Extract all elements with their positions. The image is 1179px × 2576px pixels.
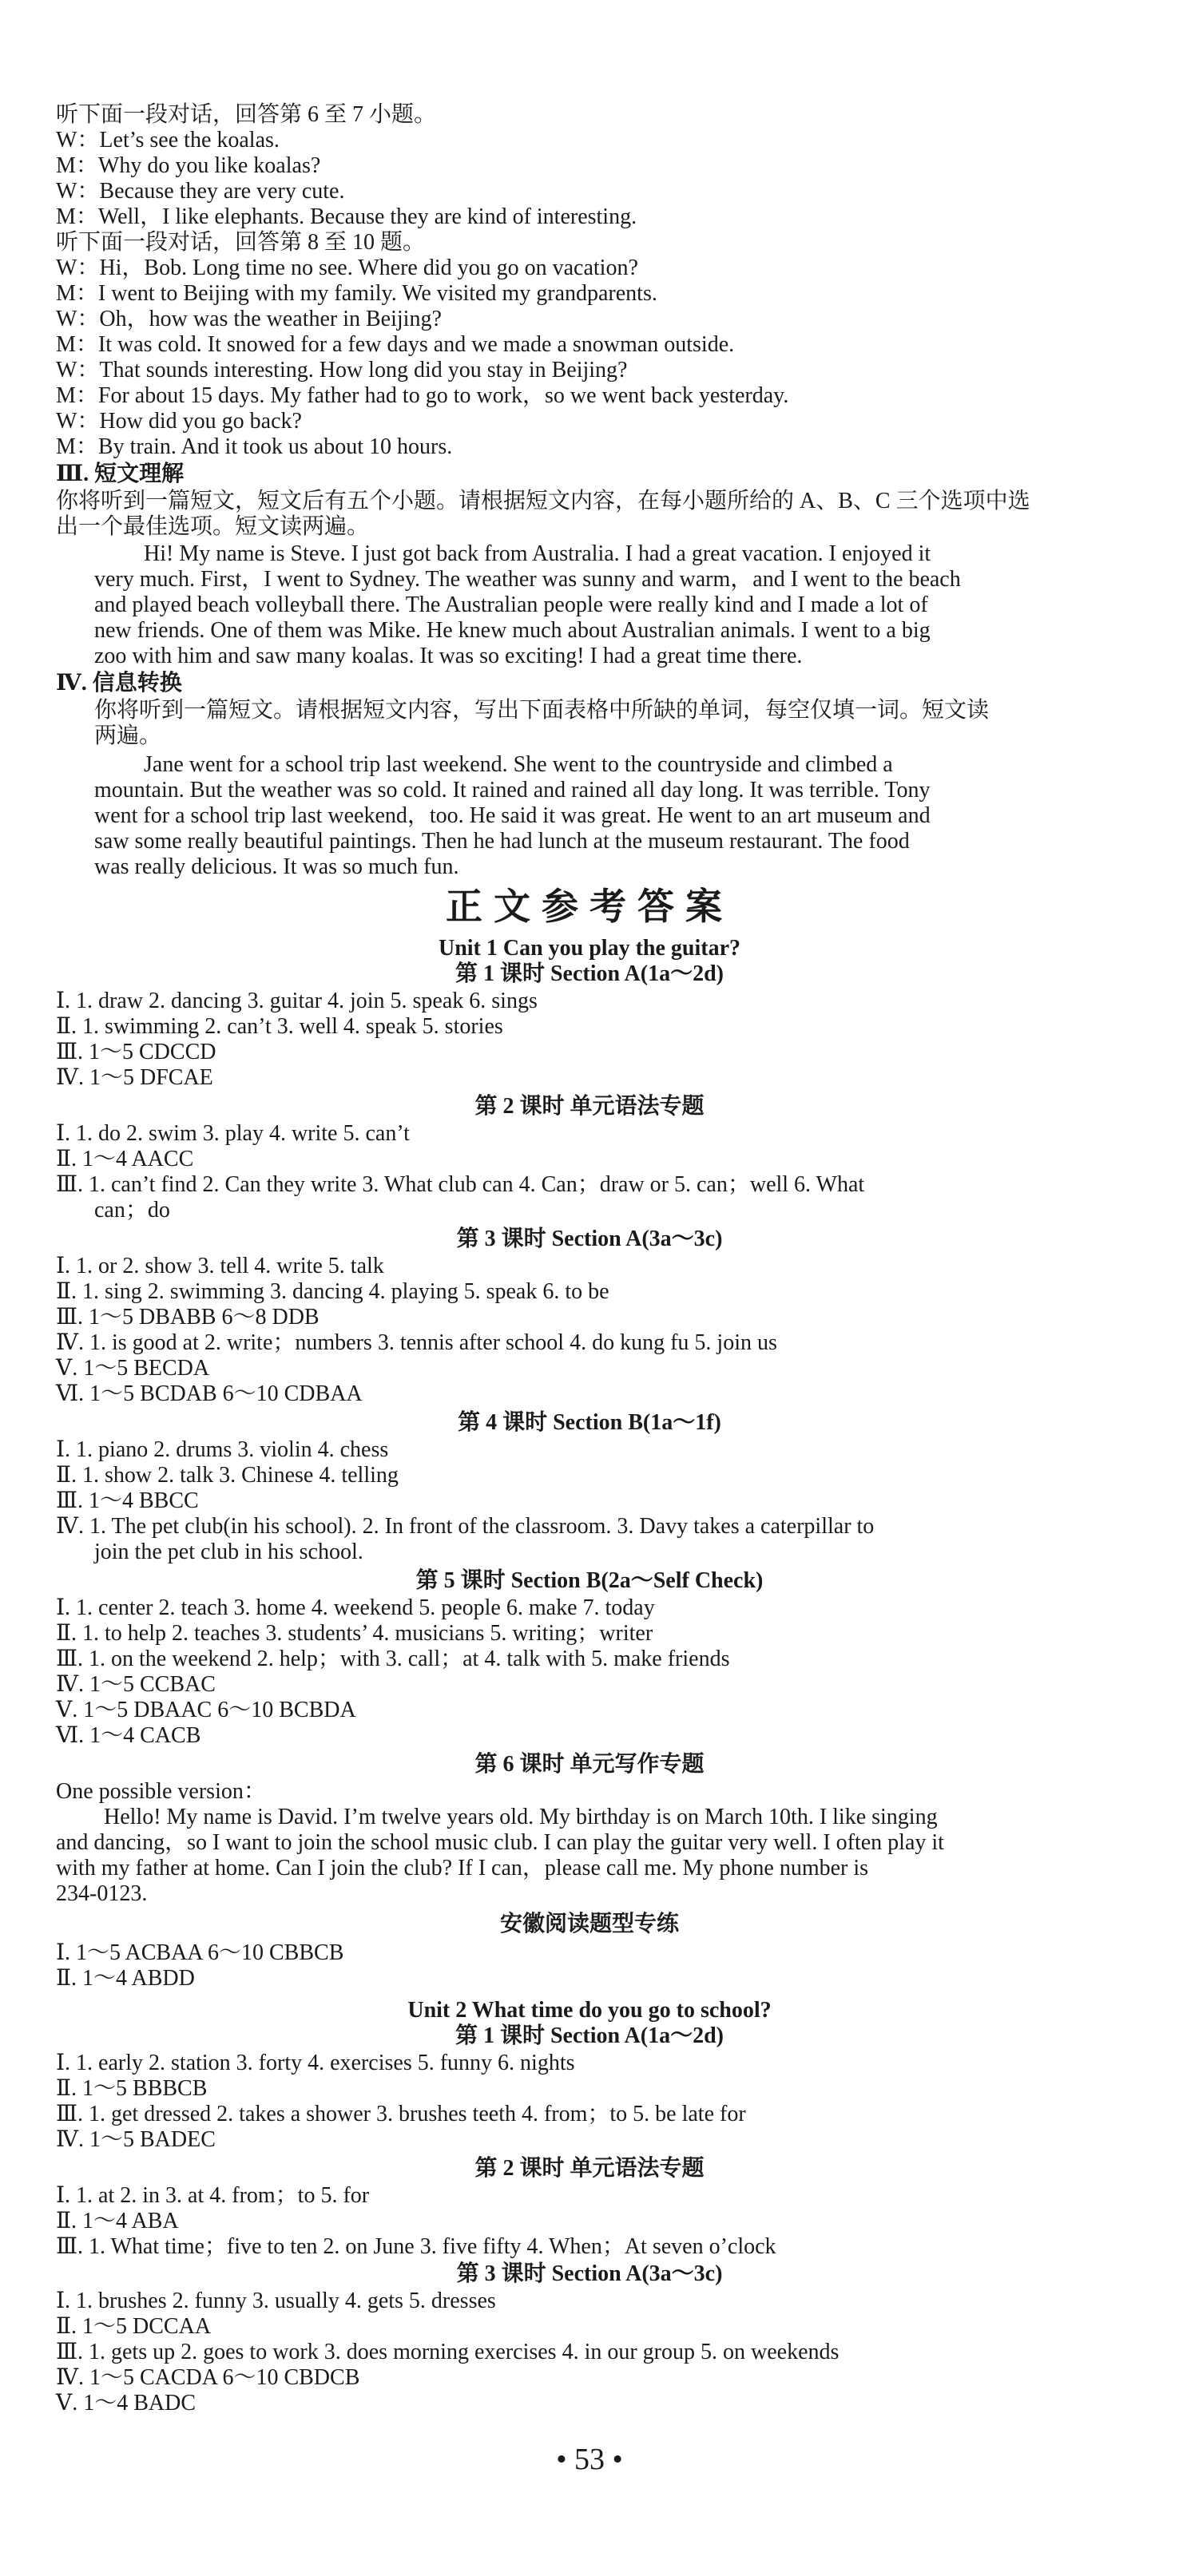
lesson-heading: 第 1 课时 Section A(1a～2d) bbox=[455, 961, 724, 986]
answers-title: 正文参考答案 bbox=[446, 886, 733, 927]
answer-line: Ⅳ. 1. The pet club(in his school). 2. In front of the classroom. 3. Davy takes a caterpillar to bbox=[56, 1514, 875, 1539]
passage-line: Jane went for a school trip last weekend. She went to the countryside and climbed a bbox=[144, 752, 893, 777]
answer-line: Ⅲ. 1～4 BBCC bbox=[56, 1488, 199, 1513]
lesson-heading: 第 4 课时 Section B(1a～1f) bbox=[458, 1410, 721, 1435]
answer-line: Ⅱ. 1. to help 2. teaches 3. students’ 4. musicians 5. writing；writer bbox=[56, 1621, 653, 1646]
passage-line: mountain. But the weather was so cold. It rained and rained all day long. It was terrible. Tony bbox=[94, 778, 931, 803]
passage-line: and played beach volleyball there. The Australian people were really kind and I made a lot of bbox=[94, 592, 928, 617]
answer-line: join the pet club in his school. bbox=[94, 1540, 363, 1564]
passage-line: went for a school trip last weekend，too. He said it was great. He went to an art museum and bbox=[94, 803, 931, 828]
answer-line: Ⅰ. 1. draw 2. dancing 3. guitar 4. join 5. speak 6. sings bbox=[56, 989, 538, 1013]
answer-line: One possible version： bbox=[56, 1779, 266, 1804]
listening-line: W：Oh，how was the weather in Beijing? bbox=[56, 307, 442, 331]
lesson-heading: 第 2 课时 单元语法专题 bbox=[474, 2156, 705, 2181]
answer-line: Ⅱ. 1～5 BBBCB bbox=[56, 2076, 208, 2101]
answer-line: Ⅵ. 1～4 CACB bbox=[56, 1723, 201, 1748]
lesson-heading: 第 2 课时 单元语法专题 bbox=[474, 1094, 705, 1119]
lesson-heading: 第 6 课时 单元写作专题 bbox=[474, 1752, 705, 1777]
answer-line: Ⅳ. 1～5 DFCAE bbox=[56, 1065, 213, 1090]
passage-line: very much. First，I went to Sydney. The weather was sunny and warm，and I went to the beach bbox=[94, 567, 961, 592]
answer-line: Ⅲ. 1. gets up 2. goes to work 3. does morning exercises 4. in our group 5. on weekends bbox=[56, 2340, 840, 2364]
lesson-heading: 第 3 课时 Section A(3a～3c) bbox=[456, 1227, 723, 1251]
passage-line: Hi! My name is Steve. I just got back from Australia. I had a great vacation. I enjoyed it bbox=[144, 541, 931, 566]
answer-line: Ⅲ. 1～5 DBABB 6～8 DDB bbox=[56, 1305, 320, 1330]
answer-line: Ⅲ. 1～5 CDCCD bbox=[56, 1040, 216, 1064]
listening-line: M：For about 15 days. My father had to go to work，so we went back yesterday. bbox=[56, 383, 789, 408]
listening-line: 听下面一段对话，回答第 8 至 10 题。 bbox=[56, 230, 426, 255]
page-number: • 53 • bbox=[556, 2443, 623, 2476]
instruction-line: 你将听到一篇短文。请根据短文内容，写出下面表格中所缺的单词，每空仅填一词。短文读 bbox=[94, 698, 990, 723]
lesson-heading: 第 5 课时 Section B(2a～Self Check) bbox=[415, 1568, 764, 1593]
answer-line: Ⅰ. 1. piano 2. drums 3. violin 4. chess bbox=[56, 1437, 389, 1462]
listening-line: M：By train. And it took us about 10 hours. bbox=[56, 434, 453, 459]
answer-line: Ⅱ. 1～4 ABDD bbox=[56, 1966, 195, 1991]
listening-line: W：Hi，Bob. Long time no see. Where did you go on vacation? bbox=[56, 256, 638, 280]
answer-line: Ⅱ. 1. show 2. talk 3. Chinese 4. telling bbox=[56, 1463, 399, 1488]
passage-line: was really delicious. It was so much fun. bbox=[94, 854, 459, 879]
answer-line: Ⅰ. 1. center 2. teach 3. home 4. weekend 5. people 6. make 7. today bbox=[56, 1595, 655, 1620]
answer-line: 234-0123. bbox=[56, 1881, 148, 1906]
lesson-heading: 安徽阅读题型专练 bbox=[499, 1912, 679, 1936]
answer-line: Ⅱ. 1. sing 2. swimming 3. dancing 4. playing 5. speak 6. to be bbox=[56, 1279, 609, 1304]
answer-line: and dancing，so I want to join the school music club. I can play the guitar very well. I often play it bbox=[56, 1830, 944, 1855]
instruction-line: 两遍。 bbox=[94, 723, 162, 748]
answer-line: Ⅲ. 1. can’t find 2. Can they write 3. What club can 4. Can；draw or 5. can；well 6. What bbox=[56, 1172, 865, 1197]
listening-line: M：It was cold. It snowed for a few days and we made a snowman outside. bbox=[56, 332, 735, 357]
answer-line: Ⅰ. 1～5 ACBAA 6～10 CBBCB bbox=[56, 1940, 344, 1965]
answer-line: Ⅱ. 1～4 AACC bbox=[56, 1147, 194, 1171]
answer-line: Ⅰ. 1. early 2. station 3. forty 4. exercises 5. funny 6. nights bbox=[56, 2051, 575, 2075]
answer-line: Ⅲ. 1. on the weekend 2. help；with 3. call；at 4. talk with 5. make friends bbox=[56, 1647, 730, 1671]
answer-line: Ⅱ. 1～4 ABA bbox=[56, 2209, 179, 2233]
unit-title: Unit 1 Can you play the guitar? bbox=[438, 936, 741, 961]
listening-line: 听下面一段对话，回答第 6 至 7 小题。 bbox=[56, 102, 437, 127]
answer-line: can；do bbox=[94, 1198, 170, 1223]
answer-line: Ⅳ. 1～5 CCBAC bbox=[56, 1672, 216, 1697]
answer-line: Ⅴ. 1～4 BADC bbox=[56, 2391, 196, 2415]
answer-line: Ⅲ. 1. get dressed 2. takes a shower 3. brushes teeth 4. from；to 5. be late for bbox=[56, 2102, 746, 2126]
answer-line: Ⅵ. 1～5 BCDAB 6～10 CDBAA bbox=[56, 1381, 363, 1406]
answer-line: Ⅳ. 1. is good at 2. write；numbers 3. tennis after school 4. do kung fu 5. join us bbox=[56, 1330, 777, 1355]
passage-line: saw some really beautiful paintings. Then he had lunch at the museum restaurant. The food bbox=[94, 829, 910, 854]
answer-line: Ⅱ. 1～5 DCCAA bbox=[56, 2314, 212, 2339]
unit-title: Unit 2 What time do you go to school? bbox=[407, 1998, 772, 2023]
listening-line: W：Because they are very cute. bbox=[56, 179, 345, 204]
section-heading: Ⅲ. 短文理解 bbox=[56, 462, 185, 486]
listening-line: W：That sounds interesting. How long did you stay in Beijing? bbox=[56, 358, 628, 382]
answer-line: Hello! My name is David. I’m twelve years old. My birthday is on March 10th. I like singing bbox=[104, 1805, 938, 1829]
passage-line: zoo with him and saw many koalas. It was so exciting! I had a great time there. bbox=[94, 644, 803, 668]
passage-line: new friends. One of them was Mike. He knew much about Australian animals. I went to a big bbox=[94, 618, 931, 643]
answer-line: Ⅰ. 1. or 2. show 3. tell 4. write 5. talk bbox=[56, 1254, 384, 1278]
answer-line: Ⅰ. 1. do 2. swim 3. play 4. write 5. can’t bbox=[56, 1121, 410, 1146]
section-heading: Ⅳ. 信息转换 bbox=[56, 671, 182, 696]
answer-line: Ⅳ. 1～5 BADEC bbox=[56, 2127, 216, 2152]
answer-line: Ⅲ. 1. What time；five to ten 2. on June 3. five fifty 4. When；At seven o’clock bbox=[56, 2234, 776, 2259]
answer-line: Ⅰ. 1. brushes 2. funny 3. usually 4. gets 5. dresses bbox=[56, 2289, 496, 2313]
answer-line: Ⅰ. 1. at 2. in 3. at 4. from；to 5. for bbox=[56, 2183, 370, 2208]
instruction-line: 出一个最佳选项。短文读两遍。 bbox=[56, 514, 370, 539]
answer-line: with my father at home. Can I join the club? If I can，please call me. My phone number is bbox=[56, 1856, 869, 1880]
listening-line: W：How did you go back? bbox=[56, 409, 302, 434]
listening-line: M：Why do you like koalas? bbox=[56, 153, 321, 178]
lesson-heading: 第 1 课时 Section A(1a～2d) bbox=[455, 2023, 724, 2048]
lesson-heading: 第 3 课时 Section A(3a～3c) bbox=[456, 2261, 723, 2286]
answer-line: Ⅴ. 1～5 BECDA bbox=[56, 1356, 210, 1381]
instruction-line: 你将听到一篇短文，短文后有五个小题。请根据短文内容，在每小题所给的 A、B、C 三个选项中选 bbox=[56, 489, 1030, 513]
answer-line: Ⅳ. 1～5 CACDA 6～10 CBDCB bbox=[56, 2365, 360, 2390]
listening-line: M：I went to Beijing with my family. We visited my grandparents. bbox=[56, 281, 657, 306]
listening-line: W：Let’s see the koalas. bbox=[56, 128, 280, 153]
answer-line: Ⅴ. 1～5 DBAAC 6～10 BCBDA bbox=[56, 1698, 356, 1722]
answer-line: Ⅱ. 1. swimming 2. can’t 3. well 4. speak 5. stories bbox=[56, 1014, 503, 1039]
listening-line: M：Well，I like elephants. Because they are kind of interesting. bbox=[56, 204, 637, 229]
